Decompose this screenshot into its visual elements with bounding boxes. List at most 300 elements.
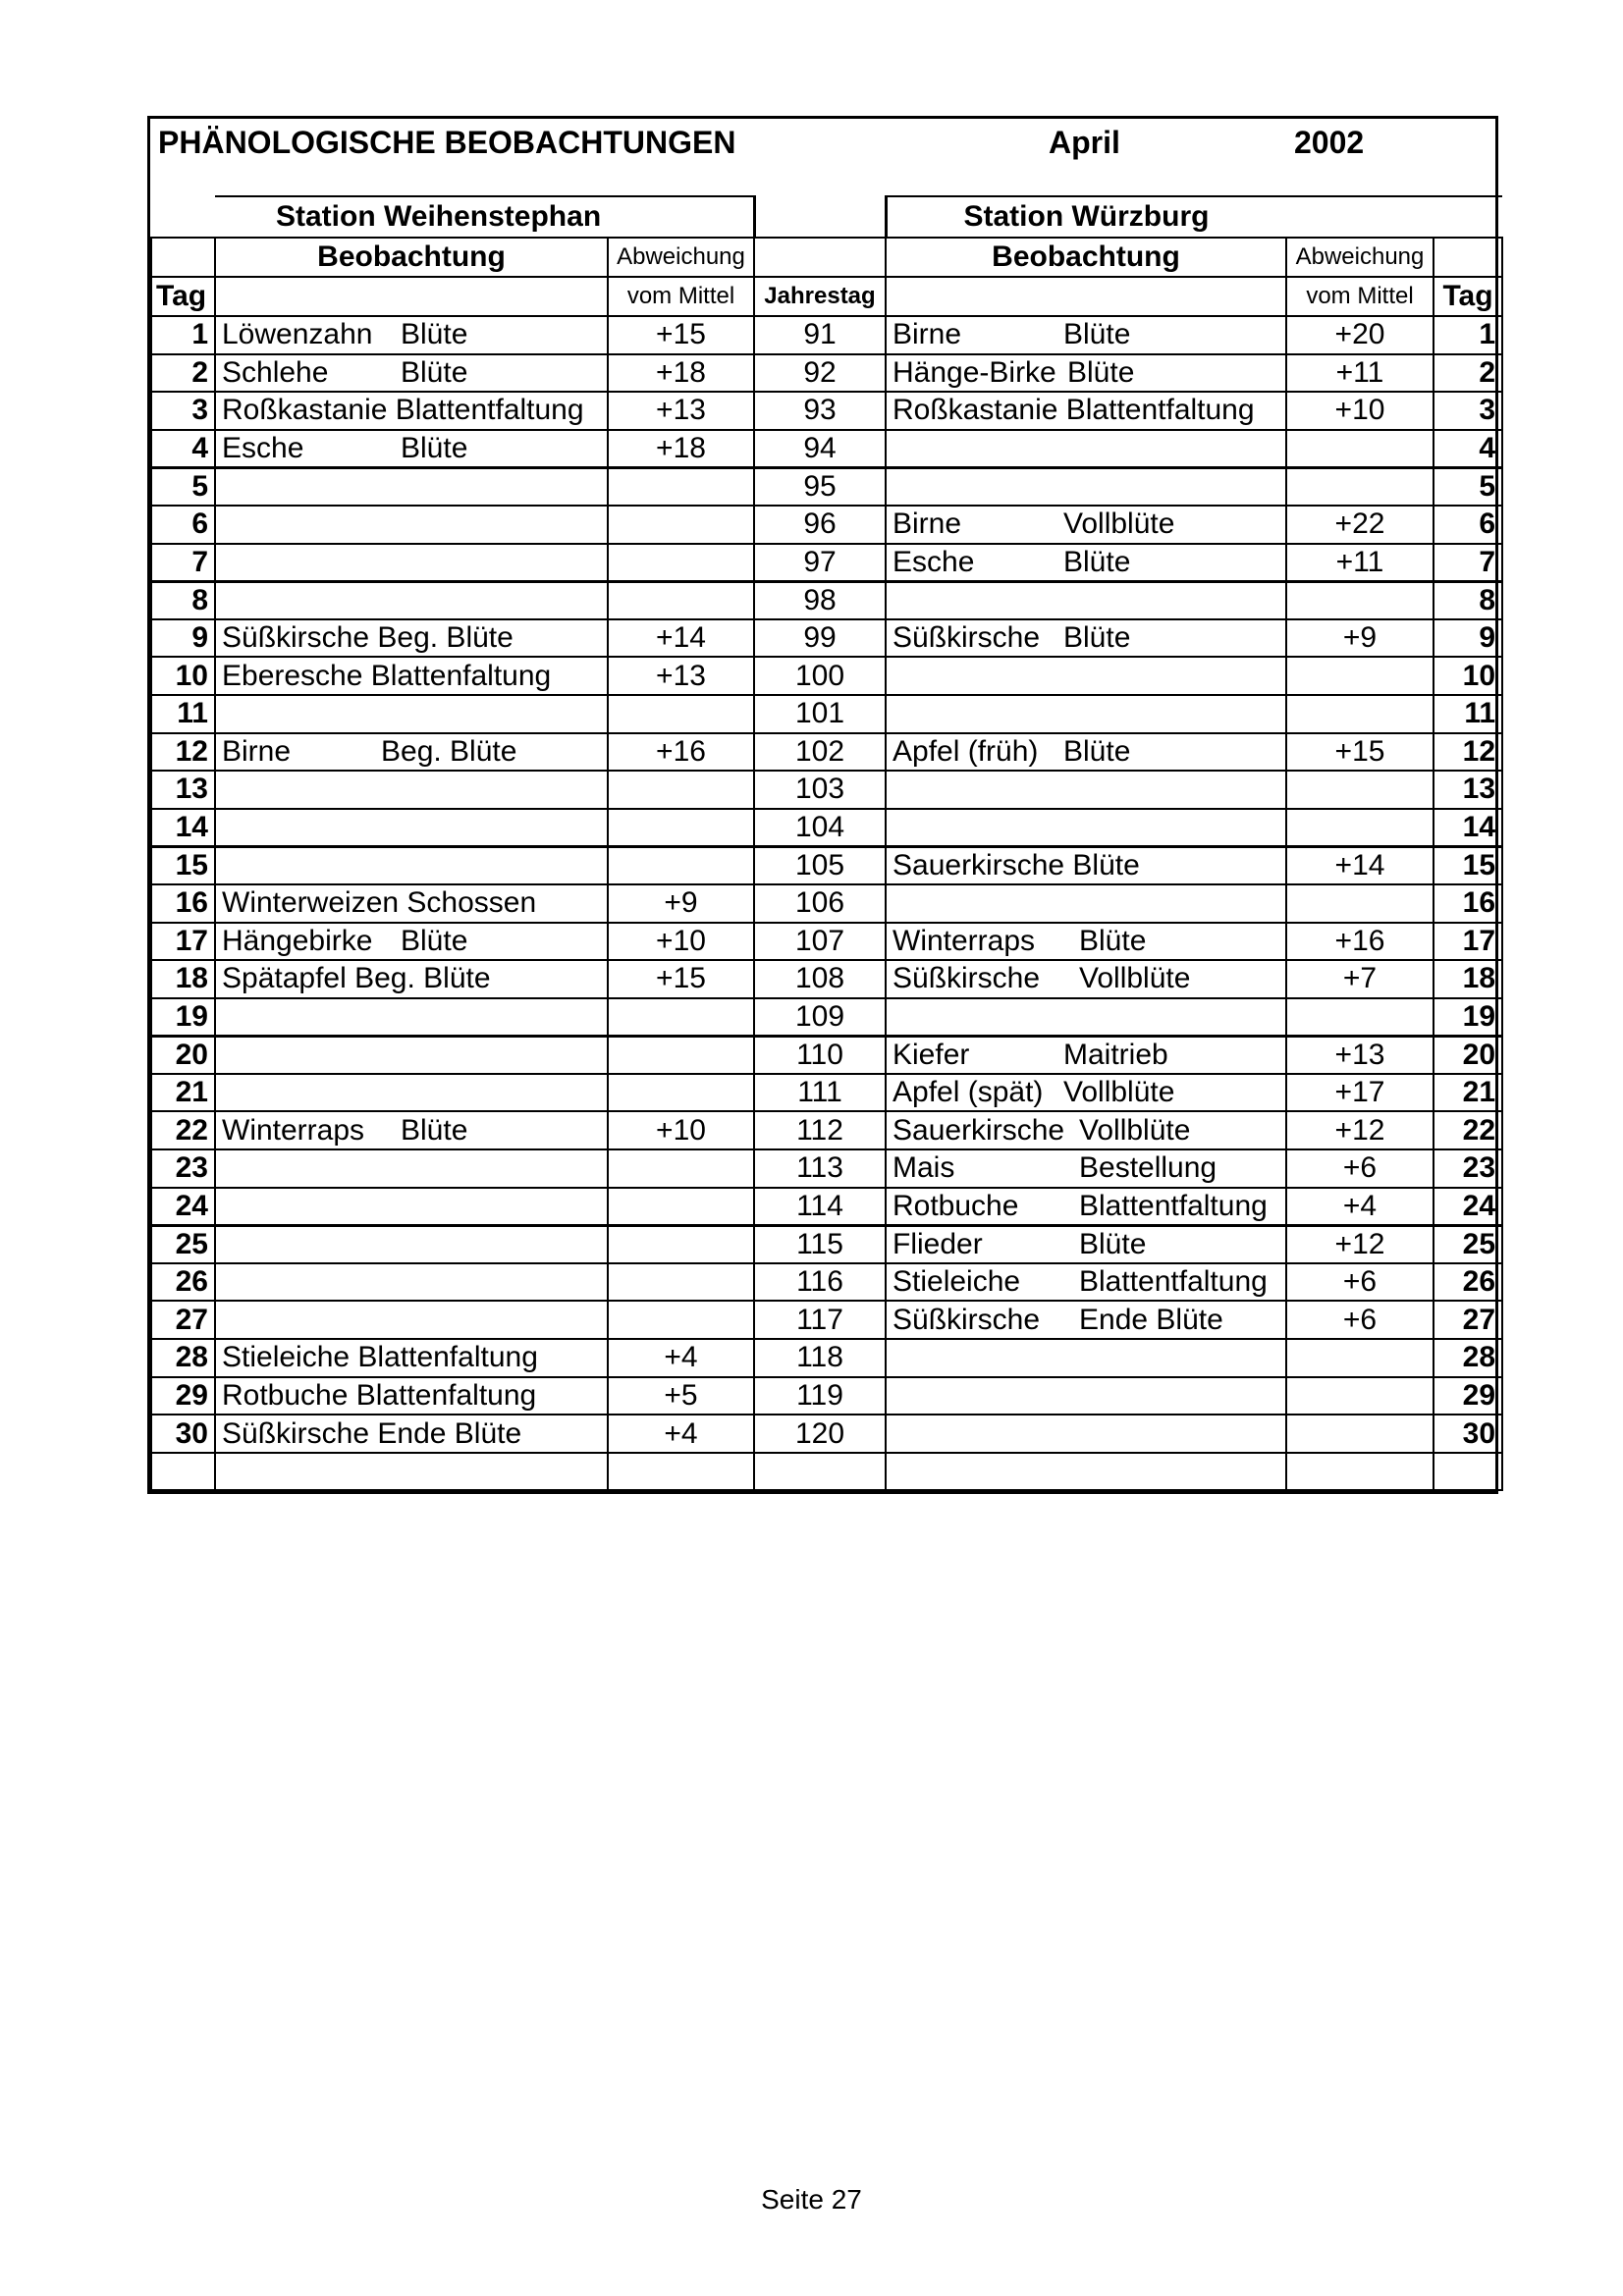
deviation-left: +16: [608, 733, 754, 772]
observation-right: [886, 506, 1286, 544]
observation-right-plant: Birne: [893, 318, 962, 351]
observation-left: [215, 1111, 608, 1149]
table-row: [151, 998, 1502, 1037]
observation-right-plant: Süßkirsche: [893, 1303, 1041, 1336]
deviation-left: +15: [608, 316, 754, 354]
observation-right-phase: Blüte: [1063, 545, 1131, 578]
tag-header-right: Tag: [1434, 277, 1502, 316]
table-row: [151, 316, 1502, 354]
tag-left: 10: [151, 657, 215, 695]
table-row: [151, 1225, 1502, 1263]
abweichung-header-right: Abweichung: [1286, 238, 1434, 277]
deviation-right: +22: [1286, 506, 1434, 544]
tag-right: 3: [1434, 392, 1502, 430]
observation-right: [886, 1036, 1286, 1074]
year-label: 2002: [1294, 125, 1365, 160]
beobachtung-header-left: Beobachtung: [215, 238, 608, 277]
deviation-right: [1286, 467, 1434, 506]
observation-left-plant: Süßkirsche Beg. Blüte: [222, 621, 514, 655]
observation-right: [886, 1074, 1286, 1112]
deviation-left: [608, 771, 754, 809]
jahrestag: 112: [754, 1111, 886, 1149]
jahrestag: 120: [754, 1415, 886, 1453]
observation-right-phase: Bestellung: [1079, 1151, 1217, 1185]
observation-left-plant: Süßkirsche Ende Blüte: [222, 1416, 522, 1450]
observation-right: [886, 1377, 1286, 1415]
jahrestag: 91: [754, 316, 886, 354]
deviation-right: +13: [1286, 1036, 1434, 1074]
observation-left: [215, 771, 608, 809]
jahrestag: 101: [754, 695, 886, 733]
table-row: [151, 846, 1502, 884]
tag-right: 15: [1434, 846, 1502, 884]
observation-right: [886, 1149, 1286, 1188]
observation-left: [215, 998, 608, 1037]
tag-left: 15: [151, 846, 215, 884]
tag-left: 20: [151, 1036, 215, 1074]
observation-right-phase: Vollblüte: [1063, 1076, 1175, 1109]
jahrestag: 115: [754, 1225, 886, 1263]
deviation-right: [1286, 581, 1434, 619]
deviation-right: [1286, 998, 1434, 1037]
observation-left: [215, 467, 608, 506]
deviation-left: [608, 1149, 754, 1188]
deviation-right: +9: [1286, 619, 1434, 658]
jahrestag: 118: [754, 1339, 886, 1377]
jahrestag: 113: [754, 1149, 886, 1188]
vom-mittel-header-left: vom Mittel: [608, 277, 754, 316]
observation-right: [886, 430, 1286, 468]
tag-left: 12: [151, 733, 215, 772]
tag-right: 6: [1434, 506, 1502, 544]
abweichung-header-left: Abweichung: [608, 238, 754, 277]
tag-right: 21: [1434, 1074, 1502, 1112]
deviation-left: +10: [608, 923, 754, 961]
observation-right: [886, 1415, 1286, 1453]
table-row: [151, 884, 1502, 923]
tag-left: 27: [151, 1301, 215, 1339]
observation-left-plant: Esche: [222, 431, 304, 464]
observation-right-plant: Hänge-Birke: [893, 355, 1056, 389]
tag-right: 8: [1434, 581, 1502, 619]
observation-left-phase: Blüte: [401, 1113, 468, 1147]
deviation-left: +18: [608, 430, 754, 468]
observation-left: [215, 1301, 608, 1339]
deviation-left: [608, 809, 754, 847]
deviation-right: [1286, 1415, 1434, 1453]
table-row: [151, 1111, 1502, 1149]
observation-left: [215, 581, 608, 619]
observation-left: [215, 316, 608, 354]
deviation-right: +7: [1286, 960, 1434, 998]
deviation-left: [608, 467, 754, 506]
jahrestag: 105: [754, 846, 886, 884]
tag-left: 18: [151, 960, 215, 998]
observation-table: [150, 195, 1503, 1491]
deviation-right: [1286, 1377, 1434, 1415]
deviation-right: [1286, 884, 1434, 923]
jahrestag: 104: [754, 809, 886, 847]
observation-left: [215, 884, 608, 923]
jahrestag: 96: [754, 506, 886, 544]
tag-right: 11: [1434, 695, 1502, 733]
observation-right: [886, 733, 1286, 772]
tag-right: 16: [1434, 884, 1502, 923]
tag-left: 1: [151, 316, 215, 354]
observation-left-plant: Rotbuche Blattenfaltung: [222, 1378, 537, 1412]
observation-right: [886, 1225, 1286, 1263]
observation-left: [215, 1074, 608, 1112]
observation-left: [215, 506, 608, 544]
observation-right-plant: Süßkirsche: [893, 621, 1041, 655]
jahrestag: 98: [754, 581, 886, 619]
table-row: [151, 1074, 1502, 1112]
observation-right: [886, 1263, 1286, 1302]
empty-cell: [608, 1453, 754, 1491]
jahrestag: 114: [754, 1188, 886, 1226]
observation-right-phase: Vollblüte: [1079, 1113, 1191, 1147]
table-row: [151, 1036, 1502, 1074]
tag-left: 9: [151, 619, 215, 658]
tag-right: 2: [1434, 354, 1502, 393]
observation-left: [215, 1263, 608, 1302]
observation-left-phase: Blüte: [401, 924, 468, 957]
observation-right: [886, 1188, 1286, 1226]
deviation-right: +6: [1286, 1263, 1434, 1302]
observation-left: [215, 1339, 608, 1377]
tag-right: 1: [1434, 316, 1502, 354]
observation-right: [886, 771, 1286, 809]
deviation-left: +13: [608, 657, 754, 695]
observation-left-phase: Blüte: [401, 355, 468, 389]
tag-right: 27: [1434, 1301, 1502, 1339]
deviation-right: [1286, 1339, 1434, 1377]
vom-mittel-header-right: vom Mittel: [1286, 277, 1434, 316]
jahrestag: 94: [754, 430, 886, 468]
tag-right: 9: [1434, 619, 1502, 658]
tag-left: 2: [151, 354, 215, 393]
deviation-right: +11: [1286, 354, 1434, 393]
observation-left-plant: Stieleiche Blattenfaltung: [222, 1341, 538, 1374]
tag-right: 13: [1434, 771, 1502, 809]
deviation-left: +10: [608, 1111, 754, 1149]
tag-header-left: Tag: [151, 277, 215, 316]
deviation-left: [608, 1263, 754, 1302]
table-row: [151, 619, 1502, 658]
tag-right: 26: [1434, 1263, 1502, 1302]
deviation-left: [608, 1188, 754, 1226]
beobachtung-header-right: Beobachtung: [886, 238, 1286, 277]
jahrestag: 97: [754, 544, 886, 582]
deviation-left: +9: [608, 884, 754, 923]
observation-right: [886, 581, 1286, 619]
observation-left: [215, 1225, 608, 1263]
observation-left: [215, 1188, 608, 1226]
tag-right: 4: [1434, 430, 1502, 468]
jahrestag: 109: [754, 998, 886, 1037]
tag-right: 18: [1434, 960, 1502, 998]
observation-left-plant: Spätapfel Beg. Blüte: [222, 962, 491, 995]
table-row: [151, 544, 1502, 582]
observation-right-plant: Birne: [893, 507, 962, 541]
observation-right-phase: Blattentfaltung: [1079, 1189, 1268, 1222]
deviation-right: +6: [1286, 1301, 1434, 1339]
empty-cell: [215, 1453, 608, 1491]
deviation-left: +4: [608, 1339, 754, 1377]
observation-right-phase: Blüte: [1067, 355, 1135, 389]
jahrestag: 103: [754, 771, 886, 809]
empty-cell: [1434, 1453, 1502, 1491]
deviation-left: [608, 695, 754, 733]
observation-right: [886, 809, 1286, 847]
observation-left-plant: Hängebirke: [222, 924, 373, 957]
observation-right-plant: Flieder: [893, 1227, 983, 1260]
observation-right-phase: Vollblüte: [1063, 507, 1175, 541]
observation-left: [215, 657, 608, 695]
table-row: [151, 695, 1502, 733]
deviation-right: +12: [1286, 1111, 1434, 1149]
jahrestag: 95: [754, 467, 886, 506]
observation-right: [886, 1301, 1286, 1339]
deviation-right: +6: [1286, 1149, 1434, 1188]
deviation-left: [608, 1225, 754, 1263]
observation-right-plant: Roßkastanie Blattentfaltung: [893, 394, 1255, 427]
station-left-label: Station Weihenstephan: [215, 196, 754, 238]
observation-right-plant: Sauerkirsche Blüte: [893, 848, 1140, 881]
observation-left: [215, 809, 608, 847]
sheet-header: [150, 119, 1495, 195]
table-row: [151, 1339, 1502, 1377]
deviation-right: +10: [1286, 392, 1434, 430]
observation-right-plant: Süßkirsche: [893, 962, 1041, 995]
tag-left: 11: [151, 695, 215, 733]
observation-left: [215, 733, 608, 772]
observation-left: [215, 392, 608, 430]
observation-right-phase: Blattentfaltung: [1079, 1265, 1268, 1299]
observation-right-phase: Maitrieb: [1063, 1038, 1168, 1071]
table-row: [151, 506, 1502, 544]
deviation-left: [608, 1036, 754, 1074]
observation-right: [886, 998, 1286, 1037]
observation-left-phase: Beg. Blüte: [381, 734, 517, 768]
observation-left: [215, 846, 608, 884]
tag-left: 4: [151, 430, 215, 468]
tag-left: 28: [151, 1339, 215, 1377]
deviation-left: +4: [608, 1415, 754, 1453]
observation-left-plant: Schlehe: [222, 355, 329, 389]
deviation-right: [1286, 809, 1434, 847]
tag-right: 17: [1434, 923, 1502, 961]
observation-right-phase: Blüte: [1063, 734, 1131, 768]
sheet-title: PHÄNOLOGISCHE BEOBACHTUNGEN: [158, 125, 736, 160]
deviation-left: +18: [608, 354, 754, 393]
table-row: [151, 733, 1502, 772]
tag-left: 23: [151, 1149, 215, 1188]
observation-right: [886, 960, 1286, 998]
observation-left-plant: Eberesche Blattenfaltung: [222, 659, 552, 692]
jahrestag: 117: [754, 1301, 886, 1339]
observation-right-plant: Apfel (spät): [893, 1076, 1044, 1109]
deviation-left: [608, 506, 754, 544]
tag-right: 30: [1434, 1415, 1502, 1453]
tag-left: 21: [151, 1074, 215, 1112]
observation-right-phase: Blüte: [1079, 1227, 1147, 1260]
table-row: [151, 1149, 1502, 1188]
deviation-left: [608, 998, 754, 1037]
deviation-right: +17: [1286, 1074, 1434, 1112]
observation-left-phase: Blüte: [401, 431, 468, 464]
tag-left: 22: [151, 1111, 215, 1149]
jahrestag: 108: [754, 960, 886, 998]
tag-left: 13: [151, 771, 215, 809]
observation-right: [886, 846, 1286, 884]
deviation-right: +12: [1286, 1225, 1434, 1263]
tag-left: 3: [151, 392, 215, 430]
observation-left-phase: Blüte: [401, 318, 468, 351]
observation-right-plant: Stieleiche: [893, 1265, 1021, 1299]
observation-left: [215, 354, 608, 393]
observation-right-phase: Vollblüte: [1079, 962, 1191, 995]
observation-right: [886, 619, 1286, 658]
tag-left: 6: [151, 506, 215, 544]
table-row: [151, 430, 1502, 468]
tag-right: 19: [1434, 998, 1502, 1037]
table-row: [151, 1263, 1502, 1302]
observation-right: [886, 884, 1286, 923]
deviation-right: [1286, 771, 1434, 809]
tag-left: 24: [151, 1188, 215, 1226]
tag-left: 14: [151, 809, 215, 847]
deviation-right: +15: [1286, 733, 1434, 772]
tag-left: 26: [151, 1263, 215, 1302]
observation-sheet: [147, 116, 1498, 1494]
observation-left: [215, 1377, 608, 1415]
tag-right: 24: [1434, 1188, 1502, 1226]
jahrestag: 116: [754, 1263, 886, 1302]
deviation-right: [1286, 657, 1434, 695]
deviation-right: +20: [1286, 316, 1434, 354]
observation-right: [886, 1339, 1286, 1377]
observation-right: [886, 467, 1286, 506]
observation-right-plant: Esche: [893, 545, 975, 578]
observation-left: [215, 695, 608, 733]
jahrestag: 119: [754, 1377, 886, 1415]
tag-left: 30: [151, 1415, 215, 1453]
empty-cell: [1286, 1453, 1434, 1491]
tag-left: 7: [151, 544, 215, 582]
observation-left-plant: Löwenzahn: [222, 318, 373, 351]
tag-right: 5: [1434, 467, 1502, 506]
observation-left-plant: Winterraps: [222, 1113, 365, 1147]
jahrestag: 111: [754, 1074, 886, 1112]
tag-right: 14: [1434, 809, 1502, 847]
observation-left: [215, 1149, 608, 1188]
jahrestag: 93: [754, 392, 886, 430]
observation-right-plant: Winterraps: [893, 924, 1036, 957]
jahrestag-header: Jahrestag: [754, 277, 886, 316]
deviation-left: +13: [608, 392, 754, 430]
observation-left: [215, 544, 608, 582]
deviation-right: [1286, 695, 1434, 733]
table-row: [151, 467, 1502, 506]
tag-right: 10: [1434, 657, 1502, 695]
observation-left: [215, 923, 608, 961]
observation-right-plant: Sauerkirsche: [893, 1113, 1065, 1147]
table-row: [151, 809, 1502, 847]
table-row: [151, 923, 1502, 961]
tag-right: 25: [1434, 1225, 1502, 1263]
deviation-right: +11: [1286, 544, 1434, 582]
deviation-left: +15: [608, 960, 754, 998]
observation-right: [886, 1111, 1286, 1149]
station-right-label: Station Würzburg: [886, 196, 1502, 238]
jahrestag: 99: [754, 619, 886, 658]
tag-left: 19: [151, 998, 215, 1037]
observation-right: [886, 657, 1286, 695]
observation-right-plant: Apfel (früh): [893, 734, 1039, 768]
tag-right: 7: [1434, 544, 1502, 582]
observation-left: [215, 1036, 608, 1074]
page-number: Seite 27: [761, 2184, 862, 2215]
deviation-left: [608, 1301, 754, 1339]
tag-right: 23: [1434, 1149, 1502, 1188]
table-row: [151, 392, 1502, 430]
tag-left: 5: [151, 467, 215, 506]
observation-right: [886, 695, 1286, 733]
observation-left: [215, 430, 608, 468]
tag-right: 28: [1434, 1339, 1502, 1377]
observation-right: [886, 544, 1286, 582]
observation-right: [886, 354, 1286, 393]
jahrestag: 100: [754, 657, 886, 695]
jahrestag: 106: [754, 884, 886, 923]
observation-right-plant: Kiefer: [893, 1038, 970, 1071]
tag-left: 25: [151, 1225, 215, 1263]
observation-left-plant: Winterweizen Schossen: [222, 886, 537, 920]
empty-row: [151, 1453, 1502, 1491]
jahrestag: 102: [754, 733, 886, 772]
empty-cell: [151, 1453, 215, 1491]
table-row: [151, 1188, 1502, 1226]
observation-left-plant: Roßkastanie Blattentfaltung: [222, 394, 584, 427]
table-row: [151, 354, 1502, 393]
empty-cell: [886, 1453, 1286, 1491]
jahrestag: 107: [754, 923, 886, 961]
observation-right: [886, 923, 1286, 961]
tag-right: 22: [1434, 1111, 1502, 1149]
observation-right-plant: Rotbuche: [893, 1189, 1019, 1222]
observation-right: [886, 392, 1286, 430]
observation-right-phase: Blüte: [1063, 621, 1131, 655]
tag-left: 16: [151, 884, 215, 923]
deviation-right: [1286, 430, 1434, 468]
deviation-right: +4: [1286, 1188, 1434, 1226]
deviation-left: +5: [608, 1377, 754, 1415]
deviation-right: +16: [1286, 923, 1434, 961]
deviation-left: [608, 581, 754, 619]
observation-left: [215, 619, 608, 658]
observation-right-plant: Mais: [893, 1151, 955, 1185]
observation-right: [886, 316, 1286, 354]
deviation-left: +14: [608, 619, 754, 658]
table-row: [151, 1415, 1502, 1453]
tag-left: 17: [151, 923, 215, 961]
empty-cell: [754, 1453, 886, 1491]
deviation-left: [608, 544, 754, 582]
tag-right: 12: [1434, 733, 1502, 772]
tag-right: 29: [1434, 1377, 1502, 1415]
observation-left-plant: Birne: [222, 734, 292, 768]
